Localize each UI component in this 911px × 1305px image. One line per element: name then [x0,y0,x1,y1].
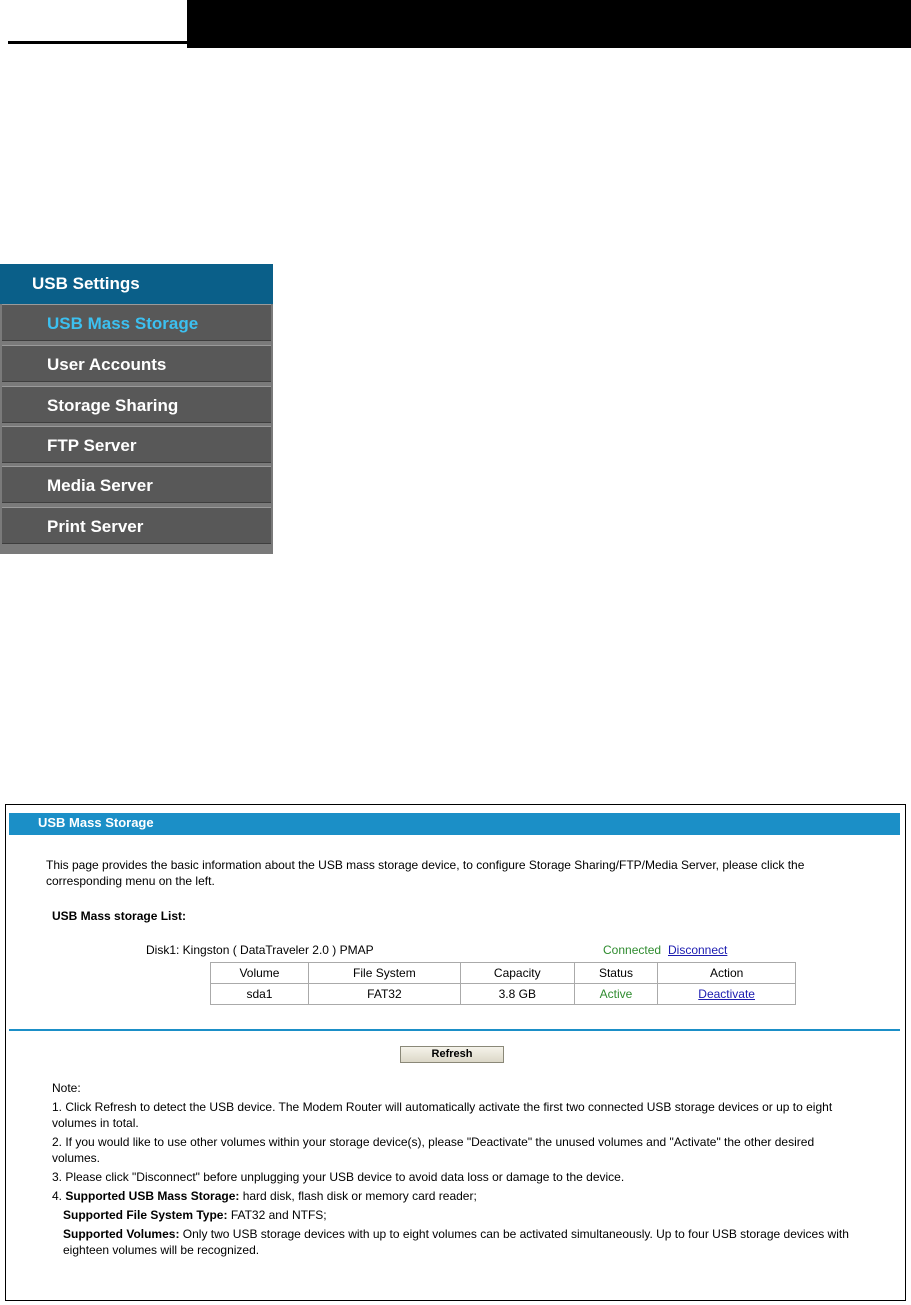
table-header-row [211,963,796,984]
note-vol-label: Supported Volumes: [63,1227,180,1241]
cell-volume: sda1 [211,984,309,1005]
header-black-band [187,0,911,48]
notes-section [52,1080,852,1258]
note-fs-label: Supported File System Type: [63,1208,228,1222]
note-file-system [52,1207,852,1223]
storage-list-title: USB Mass storage List: [52,909,187,923]
cell-capacity: 3.8 GB [460,984,574,1005]
disk-status: Connected [603,943,662,957]
header-rule [8,41,187,44]
page-description: This page provides the basic information about the USB mass storage device, to configure Storage Sharing/FTP/Media Server, please click the corresponding menu on the left. [46,858,805,888]
header-status: Status [574,963,658,984]
menu-item-media-server[interactable]: Media Server [2,466,271,503]
section-divider [9,1029,900,1031]
note-1: 1. Click Refresh to detect the USB device. The Modem Router will automatically activate the first two connected USB storage devices or up to eight volumes in total. [52,1100,833,1130]
header-capacity: Capacity [460,963,574,984]
cell-action [658,984,796,1005]
note-vol-value: Only two USB storage devices with up to eight volumes can be activated simultaneously. Up to four USB storage devices with eighteen volumes will be recognized. [63,1227,849,1257]
note-4-label: Supported USB Mass Storage: [65,1189,240,1203]
note-4-value: hard disk, flash disk or memory card reader; [239,1189,477,1203]
notes-heading: Note: [52,1081,81,1095]
title-divider [9,833,900,835]
usb-settings-menu [0,264,273,554]
menu-item-user-accounts[interactable]: User Accounts [2,345,271,382]
header-action: Action [658,963,796,984]
header-volume: Volume [211,963,309,984]
deactivate-link[interactable]: Deactivate [698,987,755,1001]
panel-title: USB Mass Storage [9,813,900,833]
table-row [211,984,796,1005]
disconnect-link[interactable]: Disconnect [668,943,728,957]
menu-item-usb-mass-storage[interactable]: USB Mass Storage [2,304,271,341]
menu-item-print-server[interactable]: Print Server [2,507,271,544]
note-4-prefix: 4. [52,1189,66,1203]
note-fs-value: FAT32 and NTFS; [227,1208,327,1222]
cell-file-system: FAT32 [308,984,460,1005]
menu-item-ftp-server[interactable]: FTP Server [2,426,271,463]
header-tab [0,0,187,44]
note-2: 2. If you would like to use other volumes within your storage device(s), please "Deactivate" the unused volumes and "Activate" the other desired volumes. [52,1135,815,1165]
header-bar [0,0,911,48]
note-volumes [52,1226,852,1258]
header-file-system: File System [308,963,460,984]
cell-status: Active [574,984,658,1005]
note-3: 3. Please click "Disconnect" before unplugging your USB device to avoid data loss or damage to the device. [52,1170,625,1184]
note-4 [52,1188,852,1204]
disk-name: Disk1: Kingston ( DataTraveler 2.0 ) PMAP [146,943,374,957]
menu-header-usb-settings[interactable]: USB Settings [0,264,273,304]
refresh-button[interactable]: Refresh [400,1046,504,1063]
menu-item-storage-sharing[interactable]: Storage Sharing [2,386,271,423]
volume-table [210,962,796,1005]
